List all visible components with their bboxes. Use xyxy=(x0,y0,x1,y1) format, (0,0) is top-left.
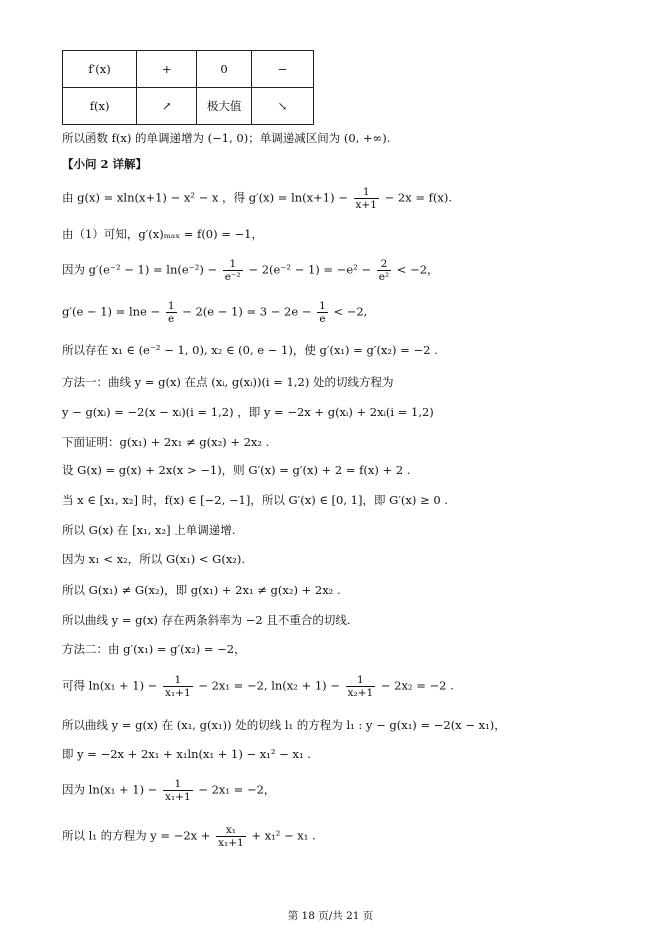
text-segment: 可得 ln(x₁ + 1) − xyxy=(62,678,158,693)
text-segment: 因为 g′(e⁻² − 1) = ln(e⁻²) − xyxy=(62,262,218,277)
text-segment: 所以 l₁ 的方程为 y = −2x + xyxy=(62,828,211,843)
text-segment: − 2(e − 1) = 3 − 2e − xyxy=(182,304,312,319)
text-line: 所以 G(x₁) ≠ G(x₂)，即 g(x₁) + 2x₁ ≠ g(x₂) + 2x₂ . xyxy=(62,583,341,597)
fraction-denominator: e⁻² xyxy=(224,271,241,283)
table-cell: ↘ xyxy=(251,88,313,125)
fraction-denominator: x₁+1 xyxy=(165,687,191,699)
fraction xyxy=(166,300,177,325)
text-line: 所以存在 x₁ ∈ (e⁻² − 1, 0), x₂ ∈ (0, e − 1)，使 g′(x₁) = g′(x₂) = −2 . xyxy=(62,343,438,357)
fraction-denominator: x₁+1 xyxy=(165,791,191,803)
text-line: 由（1）可知，g′(x)ₘₐₓ = f(0) = −1， xyxy=(62,227,264,241)
fraction-numerator: x₁ xyxy=(225,824,236,836)
fraction-numerator: 1 xyxy=(167,300,175,312)
text-segment: 由 g(x) = xln(x+1) − x² − x ，得 g′(x) = ln(x+1) − xyxy=(62,190,348,205)
fraction-numerator: 1 xyxy=(174,778,182,790)
text-line: 所以曲线 y = g(x) 存在两条斜率为 −2 且不重合的切线. xyxy=(62,613,351,627)
fraction xyxy=(163,778,193,803)
fraction xyxy=(346,674,376,699)
table-cell: ↗ xyxy=(137,88,197,125)
fraction-numerator: 2 xyxy=(380,258,388,270)
table-cell: 极大值 xyxy=(197,88,251,125)
fraction-numerator: 1 xyxy=(362,186,370,198)
fraction-numerator: 1 xyxy=(174,674,182,686)
text-segment: 因为 ln(x₁ + 1) − xyxy=(62,782,158,797)
text-line: 方法二：由 g′(x₁) = g′(x₂) = −2， xyxy=(62,642,246,656)
text-line xyxy=(62,300,367,325)
text-line xyxy=(62,674,454,699)
table-cell: f′(x) xyxy=(63,51,137,88)
fraction xyxy=(354,186,379,211)
fraction-denominator: x₁+1 xyxy=(218,837,244,849)
text-line: 即 y = −2x + 2x₁ + x₁ln(x₁ + 1) − x₁² − x₁ . xyxy=(62,747,311,761)
text-line: 设 G(x) = g(x) + 2x(x > −1)，则 G′(x) = g′(x) + 2 = f(x) + 2 . xyxy=(62,463,411,477)
text-line xyxy=(62,824,316,849)
table-row xyxy=(63,51,314,88)
fraction-denominator: e xyxy=(166,312,177,325)
table-cell: 0 xyxy=(197,51,251,88)
text-line xyxy=(62,778,275,803)
text-segment: g′(e − 1) = lne − xyxy=(62,304,161,319)
text-line: y − g(xᵢ) = −2(x − xᵢ)(i = 1,2) ，即 y = −2x + g(xᵢ) + 2xᵢ(i = 1,2) xyxy=(62,405,434,419)
fraction-numerator: 1 xyxy=(319,300,326,312)
fraction-denominator: x₂+1 xyxy=(347,687,374,699)
fraction-denominator: x+1 xyxy=(355,199,377,211)
fraction-numerator: 1 xyxy=(229,258,237,270)
fraction xyxy=(223,258,243,283)
monotonicity-table xyxy=(62,50,314,125)
text-segment: < −2, xyxy=(333,304,368,319)
text-line xyxy=(62,186,452,211)
fraction-denominator: e xyxy=(317,312,328,325)
text-line: 当 x ∈ [x₁, x₂] 时，f(x) ∈ [−2, −1]，所以 G′(x) ∈ [0, 1]，即 G′(x) ≥ 0 . xyxy=(62,493,448,507)
text-segment: + x₁² − x₁ . xyxy=(251,828,316,843)
table-cell: + xyxy=(137,51,197,88)
fraction-numerator: 1 xyxy=(357,674,364,686)
fraction xyxy=(317,300,328,325)
text-line: 下面证明：g(x₁) + 2x₁ ≠ g(x₂) + 2x₂ . xyxy=(62,435,270,449)
text-line: 所以 G(x) 在 [x₁, x₂] 上单调递增. xyxy=(62,523,236,537)
fraction xyxy=(377,258,391,283)
fraction xyxy=(163,674,193,699)
text-segment: − 2x = f(x). xyxy=(384,190,452,205)
table-cell: f(x) xyxy=(63,88,137,125)
text-line: 因为 x₁ < x₂，所以 G(x₁) < G(x₂). xyxy=(62,552,246,566)
text-segment: − 2x₂ = −2 . xyxy=(380,678,454,693)
text-segment: − 2x₁ = −2, ln(x₂ + 1) − xyxy=(198,678,340,693)
text-line: 所以函数 f(x) 的单调递增为 (−1, 0)；单调递减区间为 (0, +∞). xyxy=(62,131,391,145)
text-line xyxy=(62,258,439,283)
text-segment: − 2x₁ = −2， xyxy=(198,782,276,797)
text-segment: < −2， xyxy=(396,262,439,277)
section-heading: 【小问 2 详解】 xyxy=(62,157,148,171)
fraction-denominator: e² xyxy=(378,271,390,283)
fraction xyxy=(216,824,246,849)
text-segment: − 2(e⁻² − 1) = −e² − xyxy=(248,262,372,277)
page-footer: 第 18 页/共 21 页 xyxy=(287,910,374,922)
text-line: 所以曲线 y = g(x) 在 (x₁, g(x₁)) 处的切线 l₁ 的方程为 l₁ : y − g(x₁) = −2(x − x₁)， xyxy=(62,718,506,732)
text-line: 方法一：曲线 y = g(x) 在点 (xᵢ, g(xᵢ))(i = 1,2) 处的切线方程为 xyxy=(62,375,394,389)
table-cell: − xyxy=(251,51,313,88)
table-row xyxy=(63,88,314,125)
